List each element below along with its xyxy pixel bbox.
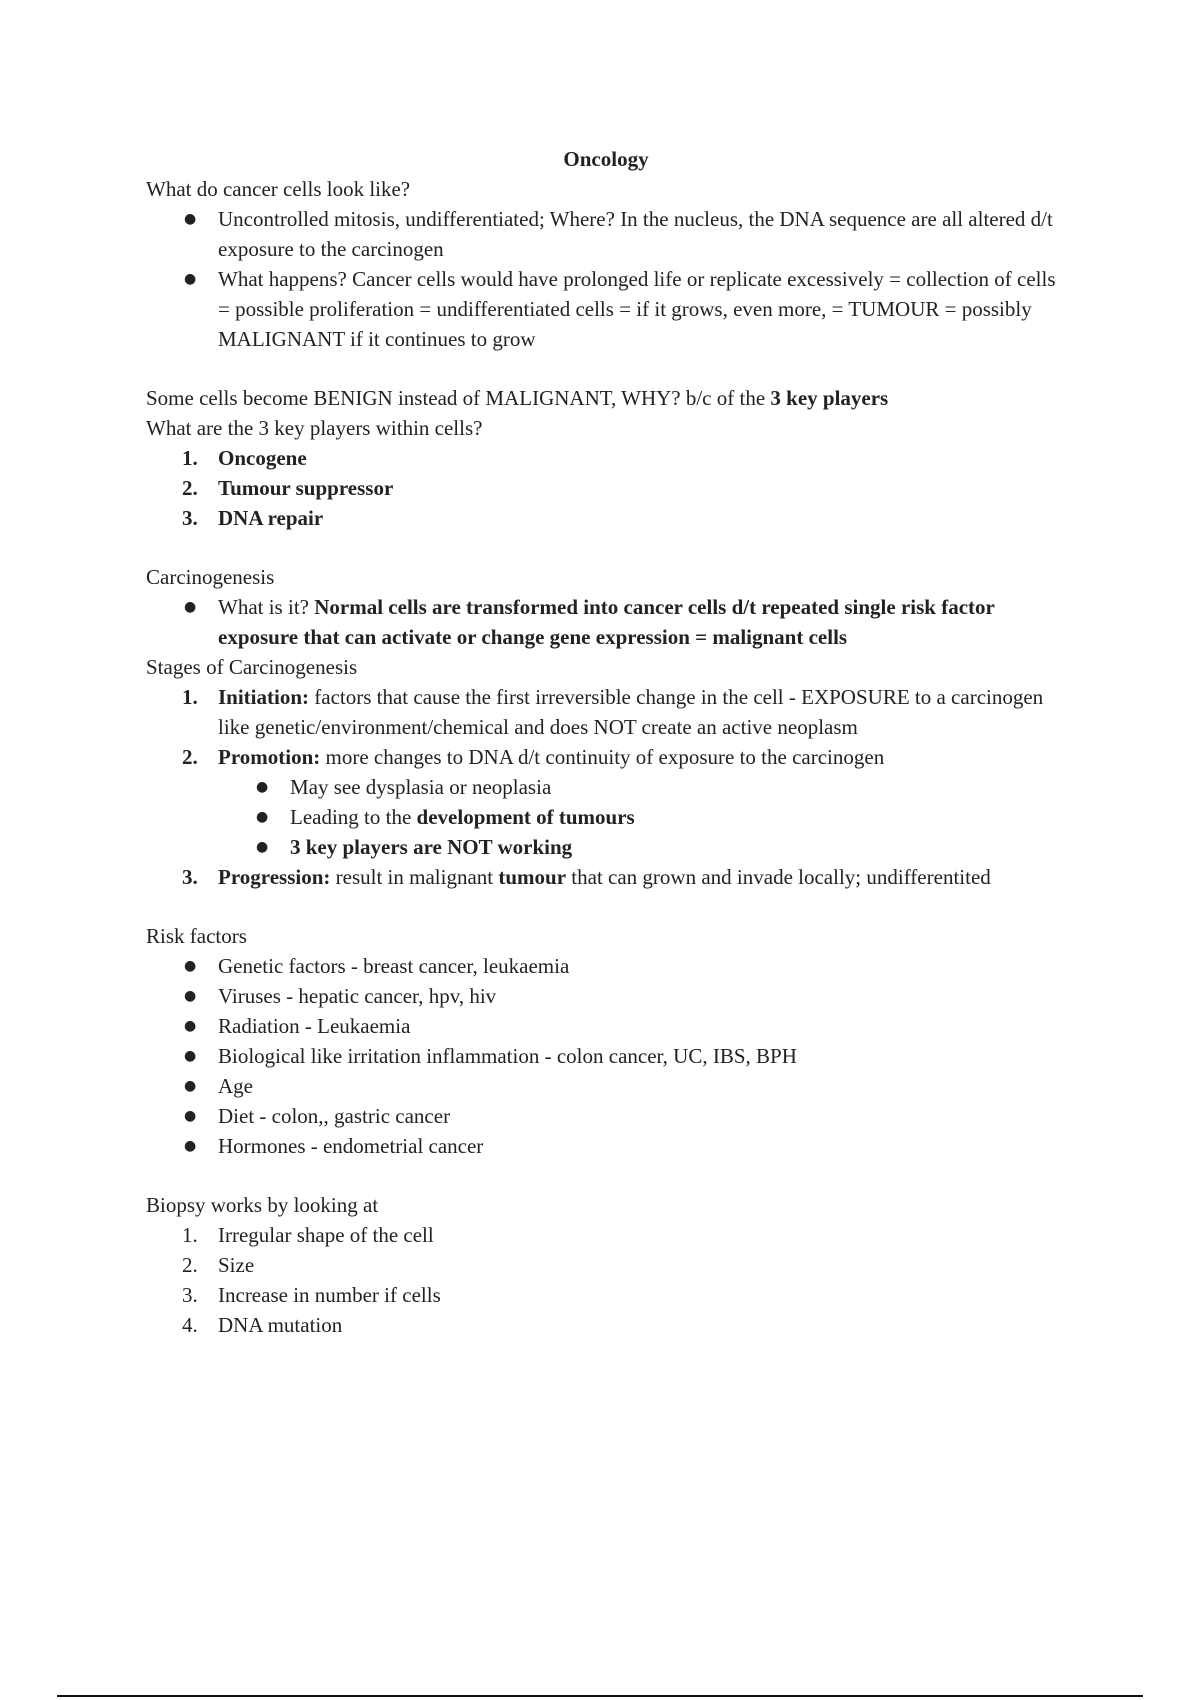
item-number: 1. — [182, 446, 198, 470]
item-text: Oncogene — [218, 446, 307, 470]
key-players-question: What are the 3 key players within cells? — [146, 416, 483, 440]
stage-label: Promotion: — [218, 745, 321, 769]
list-item — [146, 1041, 1066, 1071]
list-item — [146, 204, 1066, 264]
list-item — [146, 592, 1066, 652]
list-item — [146, 264, 1066, 354]
benign-malignant-line — [146, 383, 1066, 413]
risk-factors-list — [146, 951, 1066, 1161]
item-number: 1. — [182, 1223, 198, 1247]
bullet-text: Age — [218, 1074, 253, 1098]
bullet-bold-text: Normal cells are transformed into cancer cells d/t repeated single risk factor exposure that can activate or change gene expression = malignant cells — [218, 595, 995, 649]
item-text: DNA repair — [218, 506, 324, 530]
list-item — [146, 503, 1066, 533]
stage-text: that can grown and invade locally; undifferentited — [566, 865, 991, 889]
bullet-text: Viruses - hepatic cancer, hpv, hiv — [218, 984, 497, 1008]
bullet-text: Diet - colon,, gastric cancer — [218, 1104, 451, 1128]
item-text: Size — [218, 1253, 255, 1277]
item-text: Tumour suppressor — [218, 476, 394, 500]
bullet-text: Uncontrolled mitosis, undifferentiated; Where? In the nucleus, the DNA sequence are all altered d/t exposure to the carcinogen — [218, 207, 1053, 261]
list-item — [146, 1280, 1066, 1310]
list-item — [146, 832, 1066, 862]
list-item — [146, 1250, 1066, 1280]
promotion-sublist — [146, 772, 1066, 862]
bullet-text: Hormones - endometrial cancer — [218, 1134, 484, 1158]
biopsy-heading: Biopsy works by looking at — [146, 1193, 379, 1217]
bullet-text: May see dysplasia or neoplasia — [290, 775, 552, 799]
stage-label: Initiation: — [218, 685, 310, 709]
spacer — [146, 354, 1066, 383]
list-item — [146, 1220, 1066, 1250]
item-number: 3. — [182, 1283, 198, 1307]
list-item — [146, 1310, 1066, 1340]
spacer — [146, 1161, 1066, 1190]
key-players-list — [146, 443, 1066, 533]
bullet-text: Leading to the — [290, 805, 417, 829]
item-number: 2. — [182, 745, 198, 769]
stage-text: factors that cause the first irreversible change in the cell - EXPOSURE to a carcinogen like genetic/environment/chemical and does NOT create an active neoplasm — [218, 685, 1044, 739]
biopsy-list — [146, 1220, 1066, 1340]
list-item — [146, 1071, 1066, 1101]
risk-factors-heading: Risk factors — [146, 924, 247, 948]
spacer — [146, 892, 1066, 921]
item-text: Increase in number if cells — [218, 1283, 441, 1307]
page-title: Oncology — [563, 147, 649, 171]
stage-progression — [146, 862, 1066, 892]
stage-promotion — [146, 742, 1066, 772]
footer-divider — [57, 1695, 1143, 1697]
spacer — [146, 533, 1066, 562]
item-number: 3. — [182, 865, 198, 889]
list-item — [146, 473, 1066, 503]
bullet-text: Biological like irritation inflammation - colon cancer, UC, IBS, BPH — [218, 1044, 797, 1068]
bullet-text: Radiation - Leukaemia — [218, 1014, 411, 1038]
bullet-text: Genetic factors - breast cancer, leukaemia — [218, 954, 570, 978]
list-item — [146, 1131, 1066, 1161]
benign-text: Some cells become BENIGN instead of MALIGNANT, WHY? b/c of the — [146, 386, 771, 410]
item-number: 2. — [182, 476, 198, 500]
list-item — [146, 951, 1066, 981]
carcinogenesis-list — [146, 592, 1066, 652]
stages-heading: Stages of Carcinogenesis — [146, 655, 358, 679]
list-item — [146, 443, 1066, 473]
stage-initiation — [146, 682, 1066, 742]
carcinogenesis-heading: Carcinogenesis — [146, 565, 275, 589]
item-number: 2. — [182, 1253, 198, 1277]
item-number: 4. — [182, 1313, 198, 1337]
bullet-bold-text: 3 key players are NOT working — [290, 835, 573, 859]
bullet-bold-text: development of tumours — [416, 805, 635, 829]
item-text: Irregular shape of the cell — [218, 1223, 434, 1247]
list-item — [146, 772, 1066, 802]
cancer-cells-list — [146, 204, 1066, 354]
item-text: DNA mutation — [218, 1313, 343, 1337]
stage-text: more changes to DNA d/t continuity of exposure to the carcinogen — [320, 745, 885, 769]
document-body — [146, 144, 1066, 1340]
stages-list — [146, 682, 1066, 772]
stages-list-continued — [146, 862, 1066, 892]
stage-label: Progression: — [218, 865, 331, 889]
bullet-text: What is it? — [218, 595, 315, 619]
list-item — [146, 1101, 1066, 1131]
item-number: 3. — [182, 506, 198, 530]
bullet-text: What happens? Cancer cells would have prolonged life or replicate excessively = collection of cells = possible proliferation = undifferentiated cells = if it grows, even more, = TUMOUR = possibly MALIGNANT if it continues to grow — [218, 267, 1056, 351]
stage-text: result in malignant — [330, 865, 499, 889]
list-item — [146, 1011, 1066, 1041]
stage-bold-text: tumour — [498, 865, 567, 889]
key-players-bold: 3 key players — [770, 386, 889, 410]
list-item — [146, 802, 1066, 832]
item-number: 1. — [182, 685, 198, 709]
question-cancer-cells: What do cancer cells look like? — [146, 177, 411, 201]
list-item — [146, 981, 1066, 1011]
